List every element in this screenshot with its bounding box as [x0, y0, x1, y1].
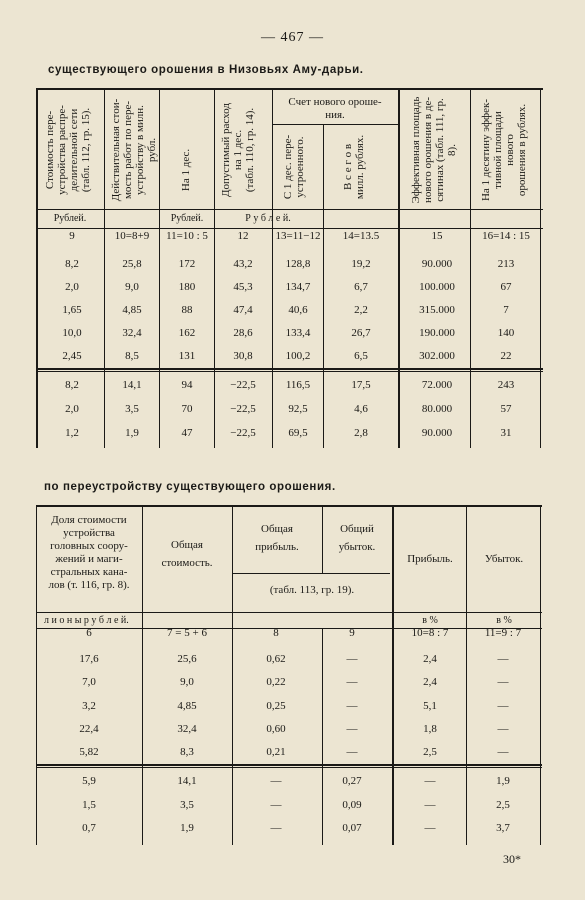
t1-unit-3: Рублей.	[170, 213, 204, 224]
table-cell: 70	[181, 403, 193, 415]
table-cell: 3,2	[82, 700, 96, 712]
table-cell: 28,6	[233, 327, 253, 339]
t1-header-c7: Эффективная площадь нового орошения в де- сятинах (табл. 111, гр. 8).	[410, 96, 458, 204]
table-cell: 140	[497, 327, 515, 339]
table-cell: 100,2	[285, 350, 311, 362]
table-cell: 45,3	[233, 281, 253, 293]
table-cell: 43,2	[233, 258, 253, 270]
table-cell: 90.000	[421, 258, 453, 270]
table-cell: 3,5	[125, 403, 139, 415]
t1-header-c5: С 1 дес. пере- устроенного.	[282, 134, 306, 200]
col-number: 10=8 : 7	[411, 627, 449, 639]
col-number: 6	[86, 627, 92, 639]
table-cell: 243	[497, 379, 515, 391]
table-cell: 8,5	[125, 350, 139, 362]
table-cell: 32,4	[122, 327, 142, 339]
table-cell: 5,9	[82, 775, 96, 787]
table-cell: 172	[178, 258, 196, 270]
table-cell: 133,4	[285, 327, 311, 339]
table-cell: 116,5	[285, 379, 311, 391]
table-cell: 22,4	[79, 723, 99, 735]
table-cell: 0,62	[266, 653, 286, 665]
t1-header-c8: На 1 десятину эффек- тивной площади нового орошения в рублях.	[480, 98, 528, 202]
table-cell: 31	[500, 427, 512, 439]
table-cell: 2,0	[65, 403, 79, 415]
t2-header-c3: Общая прибыль.	[255, 523, 299, 553]
table-cell: 2,8	[354, 427, 368, 439]
table-cell: 7	[503, 304, 509, 316]
table-cell: 2,4	[423, 676, 437, 688]
table-cell: 4,85	[122, 304, 142, 316]
table-cell: —	[270, 799, 282, 811]
table-cell: 30,8	[233, 350, 253, 362]
table-cell: —	[424, 775, 436, 787]
table-cell: −22,5	[230, 379, 256, 391]
table-cell: —	[346, 700, 358, 712]
table-cell: 8,2	[65, 258, 79, 270]
table-cell: 4,85	[177, 700, 197, 712]
table-cell: 2,45	[62, 350, 82, 362]
table-cell: 3,7	[496, 822, 510, 834]
table-cell: 9,0	[180, 676, 194, 688]
table-cell: 180	[178, 281, 196, 293]
table-cell: 8,3	[180, 746, 194, 758]
table-cell: 4,6	[354, 403, 368, 415]
table-cell: 0,60	[266, 723, 286, 735]
table-cell: 0,7	[82, 822, 96, 834]
col-number: 16=14 : 15	[482, 230, 530, 242]
table-cell: 1,8	[423, 723, 437, 735]
table-cell: 25,8	[122, 258, 142, 270]
t2-unit-pct2: в %	[496, 615, 512, 626]
t2-header-c6: Убыток.	[484, 553, 524, 565]
table-cell: 2,5	[496, 799, 510, 811]
table-cell: 67	[500, 281, 512, 293]
t1-unit-4: Р у б л е й.	[245, 213, 291, 224]
table-cell: 47,4	[233, 304, 253, 316]
col-number: 9	[69, 230, 75, 242]
table-cell: 6,7	[354, 281, 368, 293]
folio: 30*	[503, 852, 521, 866]
t2-header-c5: Прибыль.	[407, 553, 453, 565]
t2-header-c1: Доля стоимости устройства головных соору- жений и маги- стральных кана- лов (т. 116, гр. 8).	[48, 514, 130, 591]
table-cell: 2,0	[65, 281, 79, 293]
table-cell: —	[424, 799, 436, 811]
col-number: 15	[431, 230, 443, 242]
col-number: 14=13.5	[342, 230, 380, 242]
table-cell: 213	[497, 258, 515, 270]
table-cell: —	[497, 746, 509, 758]
col-number: 11=9 : 7	[484, 627, 522, 639]
table-cell: 80.000	[421, 403, 453, 415]
table-cell: 3,5	[180, 799, 194, 811]
table-cell: 1,2	[65, 427, 79, 439]
page-number: — 467 —	[261, 30, 324, 45]
table-cell: 25,6	[177, 653, 197, 665]
table-cell: —	[497, 723, 509, 735]
table-cell: 92,5	[288, 403, 308, 415]
t1-unit-1: Рублей.	[53, 213, 87, 224]
section-title-2: по переустройству существующего орошения.	[44, 481, 336, 493]
table-cell: 9,0	[125, 281, 139, 293]
table-cell: 190.000	[419, 327, 455, 339]
table-cell: —	[346, 653, 358, 665]
t2-unit-millions: л и о н ы р у б л е й.	[44, 615, 129, 626]
table-cell: —	[424, 822, 436, 834]
col-number: 8	[273, 627, 279, 639]
table-cell: 17,5	[351, 379, 371, 391]
table-cell: 6,5	[354, 350, 368, 362]
table-cell: 315.000	[419, 304, 455, 316]
col-number: 9	[349, 627, 355, 639]
col-number: 7 = 5 + 6	[167, 627, 207, 639]
table-cell: —	[497, 700, 509, 712]
table-cell: 302.000	[419, 350, 455, 362]
t2-header-sub: (табл. 113, гр. 19).	[269, 584, 355, 596]
table-cell: 0,22	[266, 676, 286, 688]
table-cell: 26,7	[351, 327, 371, 339]
table-cell: 19,2	[351, 258, 371, 270]
table-cell: 90.000	[421, 427, 453, 439]
table-cell: 14,1	[177, 775, 197, 787]
table-cell: —	[270, 775, 282, 787]
table-cell: 88	[181, 304, 193, 316]
table-cell: 14,1	[122, 379, 142, 391]
table-cell: 57	[500, 403, 512, 415]
table-cell: —	[346, 746, 358, 758]
table-cell: 100.000	[419, 281, 455, 293]
table-cell: 0,09	[342, 799, 362, 811]
table-cell: 0,07	[342, 822, 362, 834]
t1-header-c6: В с е г о в милл. рублях.	[342, 134, 366, 200]
table-cell: 0,27	[342, 775, 362, 787]
t2-header-c4: Общий убыток.	[338, 523, 376, 553]
table-cell: —	[497, 653, 509, 665]
section-title-1: существующего орошения в Низовьях Аму-дарьи.	[48, 64, 364, 76]
table-cell: 47	[181, 427, 193, 439]
table-cell: 0,21	[266, 746, 286, 758]
table-cell: 131	[178, 350, 196, 362]
table-cell: 69,5	[288, 427, 308, 439]
table-cell: 1,9	[496, 775, 510, 787]
table-cell: 7,0	[82, 676, 96, 688]
t1-header-c2: Действительная стои- мость работ по пере- устройству в милн. рубл.	[110, 98, 158, 202]
table-cell: 8,2	[65, 379, 79, 391]
col-number: 11=10 : 5	[166, 230, 208, 242]
t1-header-group: Счет нового ороше- ния.	[288, 96, 382, 121]
table-cell: 17,6	[79, 653, 99, 665]
table-cell: 2,2	[354, 304, 368, 316]
table-cell: 22	[500, 350, 512, 362]
table-cell: 72.000	[421, 379, 453, 391]
table-cell: −22,5	[230, 403, 256, 415]
table-cell: —	[497, 676, 509, 688]
table-cell: 134,7	[285, 281, 311, 293]
table-cell: —	[346, 723, 358, 735]
table-cell: —	[270, 822, 282, 834]
table-cell: −22,5	[230, 427, 256, 439]
table-cell: 162	[178, 327, 196, 339]
table-cell: 1,65	[62, 304, 82, 316]
table-cell: 2,5	[423, 746, 437, 758]
table-cell: 1,9	[180, 822, 194, 834]
table-cell: 0,25	[266, 700, 286, 712]
t1-header-c1: Стоимость пере- устройства распре- делительной сети (табл. 112, гр. 15).	[44, 105, 92, 195]
t1-header-c4: Допустимый расход на 1 дес. (табл. 110, гр. 14).	[220, 103, 256, 197]
col-number: 12	[237, 230, 249, 242]
table-cell: 32,4	[177, 723, 197, 735]
t2-header-c2: Общая стоимость.	[161, 539, 213, 569]
table-cell: 128,8	[285, 258, 311, 270]
col-number: 13=11−12	[275, 230, 321, 242]
table-cell: 40,6	[288, 304, 308, 316]
table-cell: 10,0	[62, 327, 82, 339]
table-cell: 2,4	[423, 653, 437, 665]
table-cell: 1,5	[82, 799, 96, 811]
col-number: 10=8+9	[114, 230, 150, 242]
table-cell: 94	[181, 379, 193, 391]
table-cell: —	[346, 676, 358, 688]
table-cell: 5,82	[79, 746, 99, 758]
table-cell: 1,9	[125, 427, 139, 439]
t1-header-c3: На 1 дес.	[180, 148, 192, 192]
table-cell: 5,1	[423, 700, 437, 712]
t2-unit-pct1: в %	[422, 615, 438, 626]
